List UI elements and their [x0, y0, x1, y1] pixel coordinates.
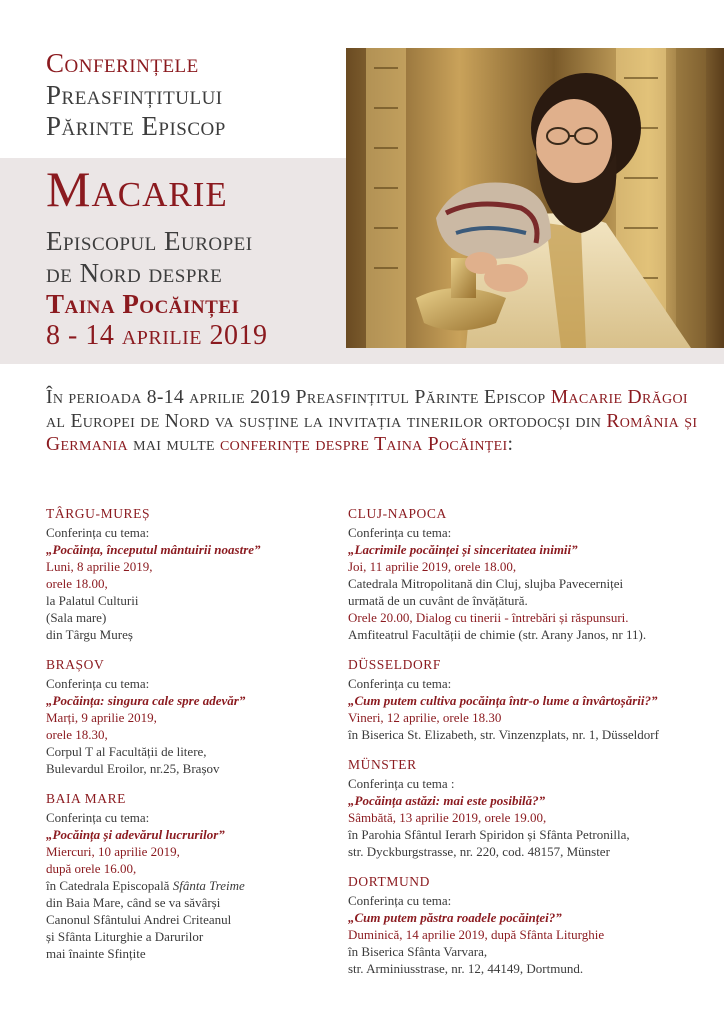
intro-text-2: al Europei de Nord va susține la invitația tinerilor ortodocși din [46, 410, 607, 432]
intro-name: Macarie Drăgoi [550, 387, 688, 408]
event-place [46, 877, 346, 894]
event-date: Joi, 11 aprilie 2019, orele 18.00, [348, 559, 517, 574]
header-line-6: de Nord despre [46, 258, 223, 288]
event-place: mai înainte Sfințite [46, 946, 146, 961]
event-label: Conferința cu tema : [348, 776, 455, 791]
event-munster [348, 756, 718, 860]
header-topic: Taina Pocăinței [46, 289, 240, 319]
intro-topic: conferințe despre Taina Pocăinței [220, 434, 508, 455]
event-city: MÜNSTER [348, 757, 417, 772]
event-dortmund [348, 873, 718, 977]
event-label: Conferința cu tema: [348, 893, 452, 908]
event-time: după orele 16.00, [46, 861, 137, 876]
left-column [46, 505, 346, 975]
event-baia-mare [46, 790, 346, 962]
event-brasov [46, 656, 346, 777]
event-place-text: în Catedrala Episcopală [46, 878, 173, 893]
event-date: Miercuri, 10 aprilie 2019, [46, 844, 180, 859]
event-city: DÜSSELDORF [348, 657, 442, 672]
event-place: la Palatul Culturii [46, 593, 139, 608]
event-place: în Biserica Sfânta Varvara, [348, 944, 488, 959]
event-time: orele 18.30, [46, 727, 108, 742]
intro-text-4: : [507, 434, 514, 455]
event-date: Marți, 9 aprilie 2019, [46, 710, 157, 725]
intro-text-1: În perioada 8-14 aprilie 2019 Preasfințitul Părinte Episcop [46, 387, 551, 408]
event-date: Luni, 8 aprilie 2019, [46, 559, 153, 574]
event-place-church: Sfânta Treime [172, 878, 245, 893]
event-label: Conferința cu tema: [46, 676, 150, 691]
event-place: și Sfânta Liturghie a Darurilor [46, 929, 204, 944]
header-line-2: Preasfințitului [46, 80, 223, 110]
event-place: str. Arminiusstrase, nr. 12, 44149, Dortmund. [348, 961, 584, 976]
event-place: Corpul T al Facultății de litere, [46, 744, 207, 759]
event-place: în Biserica St. Elizabeth, str. Vinzenzplats, nr. 1, Düsseldorf [348, 727, 659, 742]
event-place: urmată de un cuvânt de învățătură. [348, 593, 528, 608]
header-line-1: Conferințele [46, 48, 199, 78]
event-topic: „Pocăința, începutul mântuirii noastre” [46, 542, 261, 557]
intro-text-3: mai multe [127, 434, 221, 455]
event-topic: „Cum putem cultiva pocăința într-o lume a învârtoșării?” [348, 693, 658, 708]
header-line-3: Părinte Episcop [46, 111, 226, 141]
header-line-5: Episcopul Europei [46, 226, 253, 256]
intro-countries: România și Germania [46, 410, 698, 455]
event-place: din Baia Mare, când se va săvârși [46, 895, 221, 910]
event-city: DORTMUND [348, 874, 430, 889]
event-topic: „Cum putem păstra roadele pocăinței?” [348, 910, 562, 925]
event-place: Bulevardul Eroilor, nr.25, Brașov [46, 761, 220, 776]
event-topic: „Pocăința astăzi: mai este posibilă?” [348, 793, 546, 808]
event-label: Conferința cu tema: [46, 810, 150, 825]
bishop-photo [346, 48, 724, 348]
event-topic: „Pocăința: singura cale spre adevăr” [46, 693, 246, 708]
event-place: Canonul Sfântului Andrei Criteanul [46, 912, 232, 927]
event-date: Vineri, 12 aprilie, orele 18.30 [348, 710, 502, 725]
intro-paragraph [46, 386, 706, 457]
event-topic: „Lacrimile pocăinței și sinceritatea inimii” [348, 542, 578, 557]
event-place: Catedrala Mitropolitană din Cluj, slujba Pavecerniței [348, 576, 624, 591]
right-column [348, 505, 718, 990]
event-targu-mures [46, 505, 346, 643]
event-place: (Sala mare) [46, 610, 107, 625]
event-label: Conferința cu tema: [348, 676, 452, 691]
event-city: BRAȘOV [46, 657, 105, 672]
event-city: TÂRGU-MUREȘ [46, 506, 151, 521]
event-place: Amfiteatrul Facultății de chimie (str. Arany Janos, nr 11). [348, 627, 647, 642]
event-place: în Parohia Sfântul Ierarh Spiridon și Sfânta Petronilla, [348, 827, 630, 842]
event-city: CLUJ-NAPOCA [348, 506, 447, 521]
event-extra: Orele 20.00, Dialog cu tinerii - întrebări și răspunsuri. [348, 610, 629, 625]
event-topic: „Pocăința și adevărul lucrurilor” [46, 827, 225, 842]
header-name: Macarie [46, 161, 228, 217]
event-dusseldorf [348, 656, 718, 743]
event-place: din Târgu Mureș [46, 627, 133, 642]
header-dates: 8 - 14 aprilie 2019 [46, 320, 268, 351]
event-date: Sâmbătă, 13 aprilie 2019, orele 19.00, [348, 810, 547, 825]
event-label: Conferința cu tema: [348, 525, 452, 540]
event-place: str. Dyckburgstrasse, nr. 220, cod. 48157, Münster [348, 844, 610, 859]
event-time: orele 18.00, [46, 576, 108, 591]
event-label: Conferința cu tema: [46, 525, 150, 540]
event-cluj-napoca [348, 505, 718, 643]
event-city: BAIA MARE [46, 791, 127, 806]
event-date: Duminică, 14 aprilie 2019, după Sfânta Liturghie [348, 927, 605, 942]
